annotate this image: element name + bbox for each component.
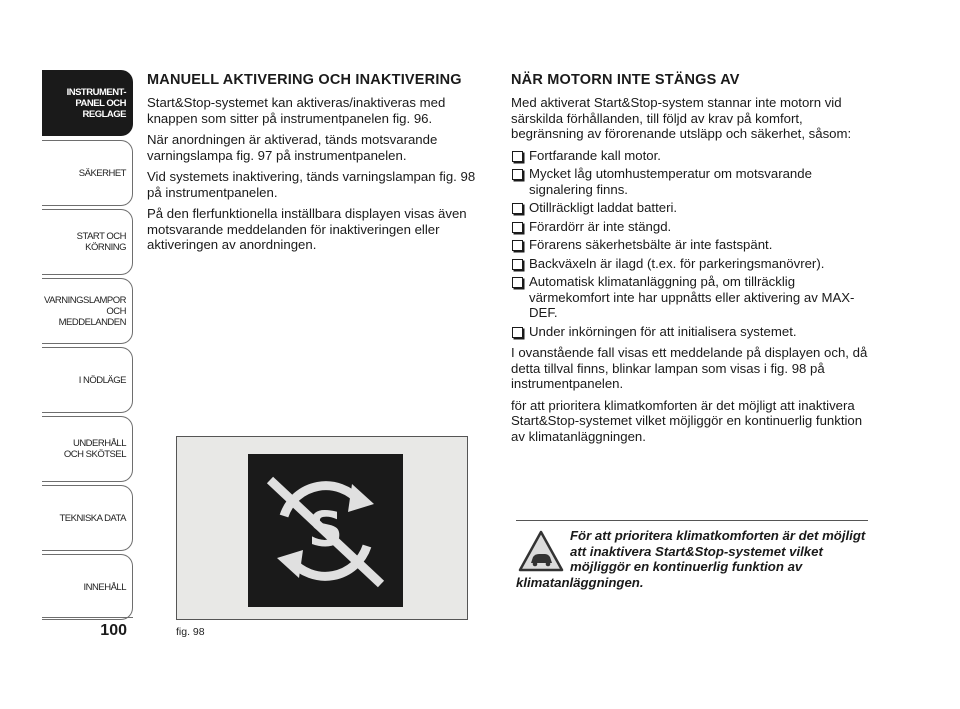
list-item: Förarens säkerhetsbälte är inte fastspänt.: [511, 237, 871, 253]
paragraph: för att prioritera klimatkomforten är det möjligt att inaktivera Start&Stop-systemet vilket möjliggör en kontinuerlig funktion av klimatanläggningen.: [511, 397, 863, 444]
tab-varningslampor[interactable]: VARNINGSLAMPOR OCH MEDDELANDEN: [42, 278, 133, 344]
tab-instrumentpanel[interactable]: INSTRUMENT- PANEL OCH REGLAGE: [42, 70, 133, 136]
warning-note-text: För att prioritera klimatkomforten är det möjligt att inaktivera Start&Stop-systemet vilket möjliggör en kontinuerlig funktion av klimatanläggningen.: [516, 528, 866, 590]
list-item: Automatisk klimatanläggning på, om tillräcklig värmekomfort inte har uppnåtts eller aktivering av MAX-DEF.: [511, 274, 871, 321]
left-column: [147, 72, 487, 259]
paragraph: I ovanstående fall visas ett meddelande på displayen och, då detta tillval finns, blinkar lampan som visas i fig. 98 på instrumentpanelen.: [511, 345, 868, 391]
tab-i-nodlage[interactable]: I NÖDLÄGE: [42, 347, 133, 413]
note-divider: [516, 520, 868, 521]
tab-underhall[interactable]: UNDERHÅLL OCH SKÖTSEL: [42, 416, 133, 482]
list-item: Mycket låg utomhustemperatur om motsvarande signalering finns.: [511, 166, 871, 197]
icon-letter: S: [308, 502, 343, 558]
figure-caption: fig. 98: [176, 626, 205, 638]
right-column: [511, 72, 871, 450]
condition-list: [511, 148, 871, 340]
figure-98: [176, 436, 468, 620]
intro-paragraph: Med aktiverat Start&Stop-system stannar inte motorn vid särskilda förhållanden, till följd av krav på komfort, begränsning av förorenande utsläpp och säkerhet, såsom:: [511, 95, 852, 141]
paragraph: Start&Stop-systemet kan aktiveras/inaktiveras med knappen som sitter på instrumentpanelen fig. 96.: [147, 95, 446, 126]
tab-tekniska-data[interactable]: TEKNISKA DATA: [42, 485, 133, 551]
start-stop-off-svg: [248, 454, 403, 607]
tab-start-och-korning[interactable]: START OCH KÖRNING: [42, 209, 133, 275]
page-number-divider: [42, 617, 133, 618]
list-item: Förardörr är inte stängd.: [511, 219, 871, 235]
list-item: Under inkörningen för att initialisera systemet.: [511, 324, 871, 340]
paragraph: På den flerfunktionella inställbara displayen visas även motsvarande meddelanden för inaktiveringen eller aktiveringen av anordningen.: [147, 206, 467, 252]
warning-note: [516, 528, 868, 590]
paragraph: När anordningen är aktiverad, tänds motsvarande varningslampa fig. 97 på instrumentpanelen.: [147, 132, 438, 163]
tab-sakerhet[interactable]: SÄKERHET: [42, 140, 133, 206]
list-item: Otillräckligt laddat batteri.: [511, 200, 871, 216]
list-item: Backväxeln är ilagd (t.ex. för parkeringsmanövrer).: [511, 256, 871, 272]
tab-innehall[interactable]: INNEHÅLL: [42, 554, 133, 620]
start-stop-off-icon: [248, 454, 403, 607]
paragraph: Vid systemets inaktivering, tänds varningslampan fig. 98 på instrumentpanelen.: [147, 169, 476, 200]
section-heading-manual: MANUELL AKTIVERING OCH INAKTIVERING: [147, 72, 462, 88]
list-item: Fortfarande kall motor.: [511, 148, 871, 164]
page-number: 100: [100, 622, 127, 639]
section-heading-engine: NÄR MOTORN INTE STÄNGS AV: [511, 72, 740, 88]
